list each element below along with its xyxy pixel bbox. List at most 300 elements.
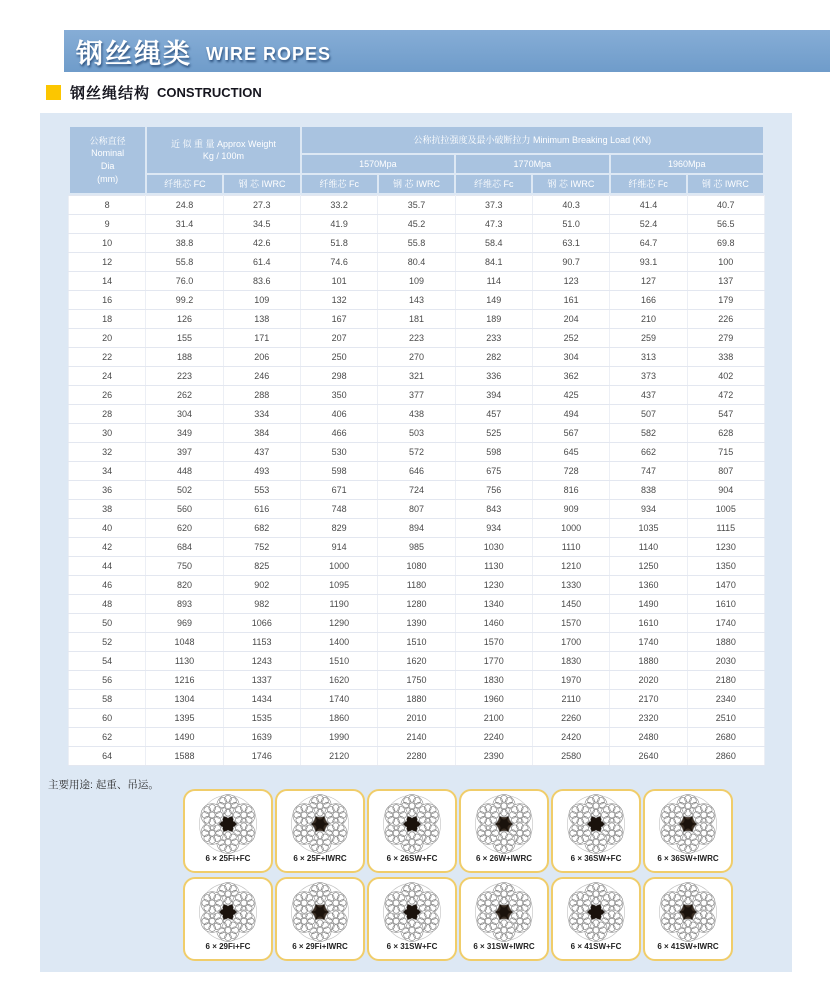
table-cell: 1140	[610, 538, 687, 557]
table-row	[69, 196, 765, 215]
table-cell: 40.7	[687, 196, 764, 215]
table-cell: 56	[69, 671, 146, 690]
rope-cross-section	[197, 793, 259, 855]
table-cell: 204	[532, 310, 609, 329]
rope-diagram-row	[183, 789, 761, 877]
rope-cross-section	[473, 881, 535, 943]
table-row	[69, 462, 765, 481]
table-cell: 493	[223, 462, 300, 481]
rope-card-label: 6 × 36SW+IWRC	[657, 854, 719, 863]
table-cell: 40	[69, 519, 146, 538]
table-cell: 233	[455, 329, 532, 348]
table-cell: 61.4	[223, 253, 300, 272]
table-cell: 41.4	[610, 196, 687, 215]
table-cell: 189	[455, 310, 532, 329]
table-cell: 42	[69, 538, 146, 557]
rope-cross-section	[289, 881, 351, 943]
col-header-nominal-dia	[70, 127, 145, 193]
table-cell: 1700	[532, 633, 609, 652]
table-cell: 1000	[300, 557, 377, 576]
table-row	[69, 405, 765, 424]
col-header-1770-iwrc: 钢 芯 IWRC	[533, 175, 608, 193]
weight-group-line: 近 似 重 量 Approx Weight	[171, 138, 276, 149]
table-cell: 2420	[532, 728, 609, 747]
table-cell: 377	[378, 386, 455, 405]
table-row	[69, 557, 765, 576]
table-cell: 109	[378, 272, 455, 291]
table-cell: 1860	[300, 709, 377, 728]
table-row	[69, 215, 765, 234]
table-cell: 304	[146, 405, 223, 424]
table-cell: 494	[532, 405, 609, 424]
table-cell: 1130	[455, 557, 532, 576]
rope-card	[643, 877, 733, 961]
nominal-dia-line: Nominal	[91, 148, 125, 159]
table-cell: 41.9	[300, 215, 377, 234]
table-cell: 1230	[455, 576, 532, 595]
table-cell: 457	[455, 405, 532, 424]
table-cell: 2390	[455, 747, 532, 766]
table-row	[69, 348, 765, 367]
table-row	[69, 424, 765, 443]
table-cell: 40.3	[532, 196, 609, 215]
table-cell: 2010	[378, 709, 455, 728]
table-cell: 9	[69, 215, 146, 234]
table-cell: 894	[378, 519, 455, 538]
table-cell: 1960	[455, 690, 532, 709]
table-row	[69, 291, 765, 310]
page-banner	[64, 30, 830, 72]
banner-title-zh: 钢丝绳类	[76, 38, 192, 69]
table-cell: 55.8	[378, 234, 455, 253]
table-cell: 914	[300, 538, 377, 557]
table-cell: 166	[610, 291, 687, 310]
table-cell: 100	[687, 253, 764, 272]
table-cell: 30	[69, 424, 146, 443]
table-cell: 560	[146, 500, 223, 519]
table-cell: 1570	[532, 614, 609, 633]
nominal-dia-line: Dia	[100, 161, 115, 171]
table-cell: 904	[687, 481, 764, 500]
table-cell: 138	[223, 310, 300, 329]
table-cell: 1880	[610, 652, 687, 671]
table-cell: 902	[223, 576, 300, 595]
table-row	[69, 576, 765, 595]
table-cell: 262	[146, 386, 223, 405]
table-cell: 1030	[455, 538, 532, 557]
table-cell: 969	[146, 614, 223, 633]
table-cell: 1470	[687, 576, 764, 595]
table-cell: 56.5	[687, 215, 764, 234]
col-header-breaking-load: 公称抗拉强度及最小破断拉力 Minimum Breaking Load (KN)	[302, 127, 763, 153]
table-cell: 816	[532, 481, 609, 500]
table-cell: 250	[300, 348, 377, 367]
table-cell: 598	[455, 443, 532, 462]
table-cell: 982	[223, 595, 300, 614]
col-header-1770-fc: 纤维芯 Fc	[456, 175, 531, 193]
table-cell: 12	[69, 253, 146, 272]
table-cell: 1210	[532, 557, 609, 576]
rope-cross-section	[657, 881, 719, 943]
table-cell: 38	[69, 500, 146, 519]
table-cell: 384	[223, 424, 300, 443]
table-row	[69, 481, 765, 500]
table-cell: 26	[69, 386, 146, 405]
table-cell: 1340	[455, 595, 532, 614]
table-cell: 728	[532, 462, 609, 481]
table-cell: 42.6	[223, 234, 300, 253]
table-cell: 126	[146, 310, 223, 329]
table-cell: 675	[455, 462, 532, 481]
rope-diagrams	[183, 789, 761, 965]
table-cell: 8	[69, 196, 146, 215]
table-cell: 1180	[378, 576, 455, 595]
table-row	[69, 709, 765, 728]
table-cell: 1750	[378, 671, 455, 690]
table-cell: 394	[455, 386, 532, 405]
table-row	[69, 595, 765, 614]
table-cell: 747	[610, 462, 687, 481]
table-cell: 1990	[300, 728, 377, 747]
table-cell: 1330	[532, 576, 609, 595]
table-cell: 1510	[378, 633, 455, 652]
table-cell: 1190	[300, 595, 377, 614]
table-cell: 101	[300, 272, 377, 291]
col-header-1960-iwrc: 钢 芯 IWRC	[688, 175, 763, 193]
table-cell: 188	[146, 348, 223, 367]
table-cell: 74.6	[300, 253, 377, 272]
table-row	[69, 538, 765, 557]
table-cell: 171	[223, 329, 300, 348]
table-cell: 362	[532, 367, 609, 386]
table-cell: 1337	[223, 671, 300, 690]
table-cell: 282	[455, 348, 532, 367]
nominal-dia-line: 公称直径	[89, 135, 126, 146]
table-cell: 616	[223, 500, 300, 519]
table-cell: 1390	[378, 614, 455, 633]
rope-card	[551, 789, 641, 873]
rope-card-label: 6 × 29Fi+FC	[205, 942, 251, 951]
table-cell: 582	[610, 424, 687, 443]
table-cell: 167	[300, 310, 377, 329]
table-cell: 750	[146, 557, 223, 576]
rope-card	[459, 789, 549, 873]
table-cell: 843	[455, 500, 532, 519]
table-cell: 1770	[455, 652, 532, 671]
table-cell: 1035	[610, 519, 687, 538]
table-cell: 646	[378, 462, 455, 481]
col-header-1960-fc: 纤维芯 Fc	[611, 175, 686, 193]
table-cell: 313	[610, 348, 687, 367]
table-cell: 756	[455, 481, 532, 500]
rope-card-label: 6 × 41SW+IWRC	[657, 942, 719, 951]
table-cell: 93.1	[610, 253, 687, 272]
table-cell: 1740	[300, 690, 377, 709]
table-cell: 1610	[687, 595, 764, 614]
table-cell: 298	[300, 367, 377, 386]
table-cell: 18	[69, 310, 146, 329]
rope-card	[551, 877, 641, 961]
rope-card-label: 6 × 29Fi+IWRC	[292, 942, 348, 951]
table-cell: 288	[223, 386, 300, 405]
table-cell: 1880	[687, 633, 764, 652]
table-cell: 10	[69, 234, 146, 253]
table-cell: 1570	[455, 633, 532, 652]
section-heading	[46, 82, 262, 103]
table-cell: 724	[378, 481, 455, 500]
table-cell: 1216	[146, 671, 223, 690]
rope-cross-section	[197, 881, 259, 943]
table-row	[69, 386, 765, 405]
table-cell: 34	[69, 462, 146, 481]
table-cell: 1830	[455, 671, 532, 690]
table-cell: 502	[146, 481, 223, 500]
rope-card	[459, 877, 549, 961]
table-cell: 52	[69, 633, 146, 652]
table-cell: 628	[687, 424, 764, 443]
table-cell: 530	[300, 443, 377, 462]
table-cell: 752	[223, 538, 300, 557]
table-cell: 1290	[300, 614, 377, 633]
table-cell: 58	[69, 690, 146, 709]
table-cell: 1280	[378, 595, 455, 614]
table-cell: 2260	[532, 709, 609, 728]
rope-card	[183, 789, 273, 873]
col-header-weight-iwrc: 钢 芯 IWRC	[224, 175, 299, 193]
table-cell: 270	[378, 348, 455, 367]
table-cell: 1620	[300, 671, 377, 690]
col-header-1570-fc: 纤维芯 Fc	[302, 175, 377, 193]
table-cell: 1230	[687, 538, 764, 557]
table-cell: 466	[300, 424, 377, 443]
table-cell: 55.8	[146, 253, 223, 272]
rope-card-label: 6 × 31SW+IWRC	[473, 942, 535, 951]
spec-table	[68, 125, 765, 766]
table-cell: 934	[455, 519, 532, 538]
table-cell: 336	[455, 367, 532, 386]
table-row	[69, 367, 765, 386]
table-cell: 35.7	[378, 196, 455, 215]
table-cell: 64.7	[610, 234, 687, 253]
table-row	[69, 614, 765, 633]
table-row	[69, 443, 765, 462]
table-cell: 99.2	[146, 291, 223, 310]
table-cell: 2100	[455, 709, 532, 728]
rope-cross-section	[657, 793, 719, 855]
table-cell: 223	[378, 329, 455, 348]
rope-card	[367, 877, 457, 961]
table-cell: 1130	[146, 652, 223, 671]
table-cell: 1610	[610, 614, 687, 633]
table-cell: 47.3	[455, 215, 532, 234]
section-title-zh: 钢丝绳结构	[70, 85, 151, 102]
col-header-approx-weight	[147, 127, 299, 173]
table-cell: 2640	[610, 747, 687, 766]
usage-note: 主要用途: 起重、吊运。	[48, 779, 159, 791]
table-cell: 567	[532, 424, 609, 443]
table-cell: 715	[687, 443, 764, 462]
table-cell: 1005	[687, 500, 764, 519]
table-cell: 334	[223, 405, 300, 424]
table-cell: 36	[69, 481, 146, 500]
table-cell: 38.8	[146, 234, 223, 253]
rope-cross-section	[565, 793, 627, 855]
table-cell: 402	[687, 367, 764, 386]
table-cell: 1400	[300, 633, 377, 652]
table-cell: 83.6	[223, 272, 300, 291]
table-cell: 682	[223, 519, 300, 538]
table-cell: 127	[610, 272, 687, 291]
spec-table-header	[68, 125, 765, 195]
table-cell: 2140	[378, 728, 455, 747]
rope-diagram-row	[183, 877, 761, 965]
table-cell: 14	[69, 272, 146, 291]
rope-cross-section	[289, 793, 351, 855]
col-header-grade-1960: 1960Mpa	[611, 155, 763, 173]
table-cell: 137	[687, 272, 764, 291]
table-cell: 2280	[378, 747, 455, 766]
table-cell: 1434	[223, 690, 300, 709]
table-cell: 1830	[532, 652, 609, 671]
table-cell: 279	[687, 329, 764, 348]
col-header-1570-iwrc: 钢 芯 IWRC	[379, 175, 454, 193]
table-cell: 90.7	[532, 253, 609, 272]
table-cell: 406	[300, 405, 377, 424]
table-cell: 893	[146, 595, 223, 614]
table-cell: 338	[687, 348, 764, 367]
table-row	[69, 253, 765, 272]
table-cell: 80.4	[378, 253, 455, 272]
table-cell: 161	[532, 291, 609, 310]
table-cell: 246	[223, 367, 300, 386]
table-cell: 1048	[146, 633, 223, 652]
table-cell: 34.5	[223, 215, 300, 234]
table-cell: 598	[300, 462, 377, 481]
table-cell: 397	[146, 443, 223, 462]
table-row	[69, 652, 765, 671]
table-cell: 437	[223, 443, 300, 462]
table-row	[69, 728, 765, 747]
table-cell: 123	[532, 272, 609, 291]
table-cell: 37.3	[455, 196, 532, 215]
rope-card-label: 6 × 41SW+FC	[570, 942, 622, 951]
table-cell: 620	[146, 519, 223, 538]
rope-cross-section	[473, 793, 535, 855]
table-cell: 438	[378, 405, 455, 424]
table-cell: 210	[610, 310, 687, 329]
table-cell: 934	[610, 500, 687, 519]
rope-card	[275, 789, 365, 873]
table-cell: 1250	[610, 557, 687, 576]
table-cell: 1000	[532, 519, 609, 538]
table-cell: 109	[223, 291, 300, 310]
section-title-en: CONSTRUCTION	[157, 85, 262, 100]
table-cell: 2340	[687, 690, 764, 709]
table-cell: 62	[69, 728, 146, 747]
table-cell: 226	[687, 310, 764, 329]
table-cell: 179	[687, 291, 764, 310]
table-row	[69, 329, 765, 348]
table-cell: 1746	[223, 747, 300, 766]
table-cell: 2480	[610, 728, 687, 747]
table-row	[69, 272, 765, 291]
table-cell: 985	[378, 538, 455, 557]
table-cell: 1490	[610, 595, 687, 614]
table-cell: 2240	[455, 728, 532, 747]
table-cell: 16	[69, 291, 146, 310]
table-cell: 662	[610, 443, 687, 462]
table-cell: 1450	[532, 595, 609, 614]
table-cell: 252	[532, 329, 609, 348]
table-cell: 807	[378, 500, 455, 519]
rope-card-label: 6 × 26SW+FC	[386, 854, 438, 863]
table-cell: 1066	[223, 614, 300, 633]
table-cell: 503	[378, 424, 455, 443]
rope-card-label: 6 × 25Fi+FC	[205, 854, 251, 863]
table-cell: 1095	[300, 576, 377, 595]
table-cell: 2180	[687, 671, 764, 690]
table-cell: 223	[146, 367, 223, 386]
table-cell: 820	[146, 576, 223, 595]
table-cell: 54	[69, 652, 146, 671]
table-cell: 825	[223, 557, 300, 576]
table-cell: 52.4	[610, 215, 687, 234]
table-cell: 64	[69, 747, 146, 766]
rope-card	[183, 877, 273, 961]
banner-title-en: WIRE ROPES	[206, 43, 332, 64]
table-cell: 24	[69, 367, 146, 386]
table-cell: 1304	[146, 690, 223, 709]
table-cell: 27.3	[223, 196, 300, 215]
table-cell: 114	[455, 272, 532, 291]
table-cell: 547	[687, 405, 764, 424]
table-cell: 1243	[223, 652, 300, 671]
table-cell: 425	[532, 386, 609, 405]
table-cell: 671	[300, 481, 377, 500]
table-cell: 1535	[223, 709, 300, 728]
table-cell: 69.8	[687, 234, 764, 253]
table-cell: 553	[223, 481, 300, 500]
table-cell: 45.2	[378, 215, 455, 234]
table-cell: 60	[69, 709, 146, 728]
spec-table-body	[68, 195, 765, 766]
table-cell: 181	[378, 310, 455, 329]
table-cell: 2020	[610, 671, 687, 690]
table-cell: 51.0	[532, 215, 609, 234]
table-cell: 84.1	[455, 253, 532, 272]
table-cell: 2170	[610, 690, 687, 709]
table-cell: 20	[69, 329, 146, 348]
table-cell: 28	[69, 405, 146, 424]
table-row	[69, 310, 765, 329]
table-cell: 51.8	[300, 234, 377, 253]
weight-group-line: Kg / 100m	[202, 151, 244, 161]
table-cell: 207	[300, 329, 377, 348]
table-cell: 645	[532, 443, 609, 462]
table-row	[69, 519, 765, 538]
rope-card	[275, 877, 365, 961]
table-cell: 2580	[532, 747, 609, 766]
table-cell: 2510	[687, 709, 764, 728]
table-cell: 1350	[687, 557, 764, 576]
rope-cross-section	[381, 793, 443, 855]
table-row	[69, 747, 765, 766]
rope-card-label: 6 × 31SW+FC	[386, 942, 438, 951]
nominal-dia-line: (mm)	[97, 173, 119, 184]
table-cell: 24.8	[146, 196, 223, 215]
table-cell: 472	[687, 386, 764, 405]
col-header-grade-1570: 1570Mpa	[302, 155, 454, 173]
